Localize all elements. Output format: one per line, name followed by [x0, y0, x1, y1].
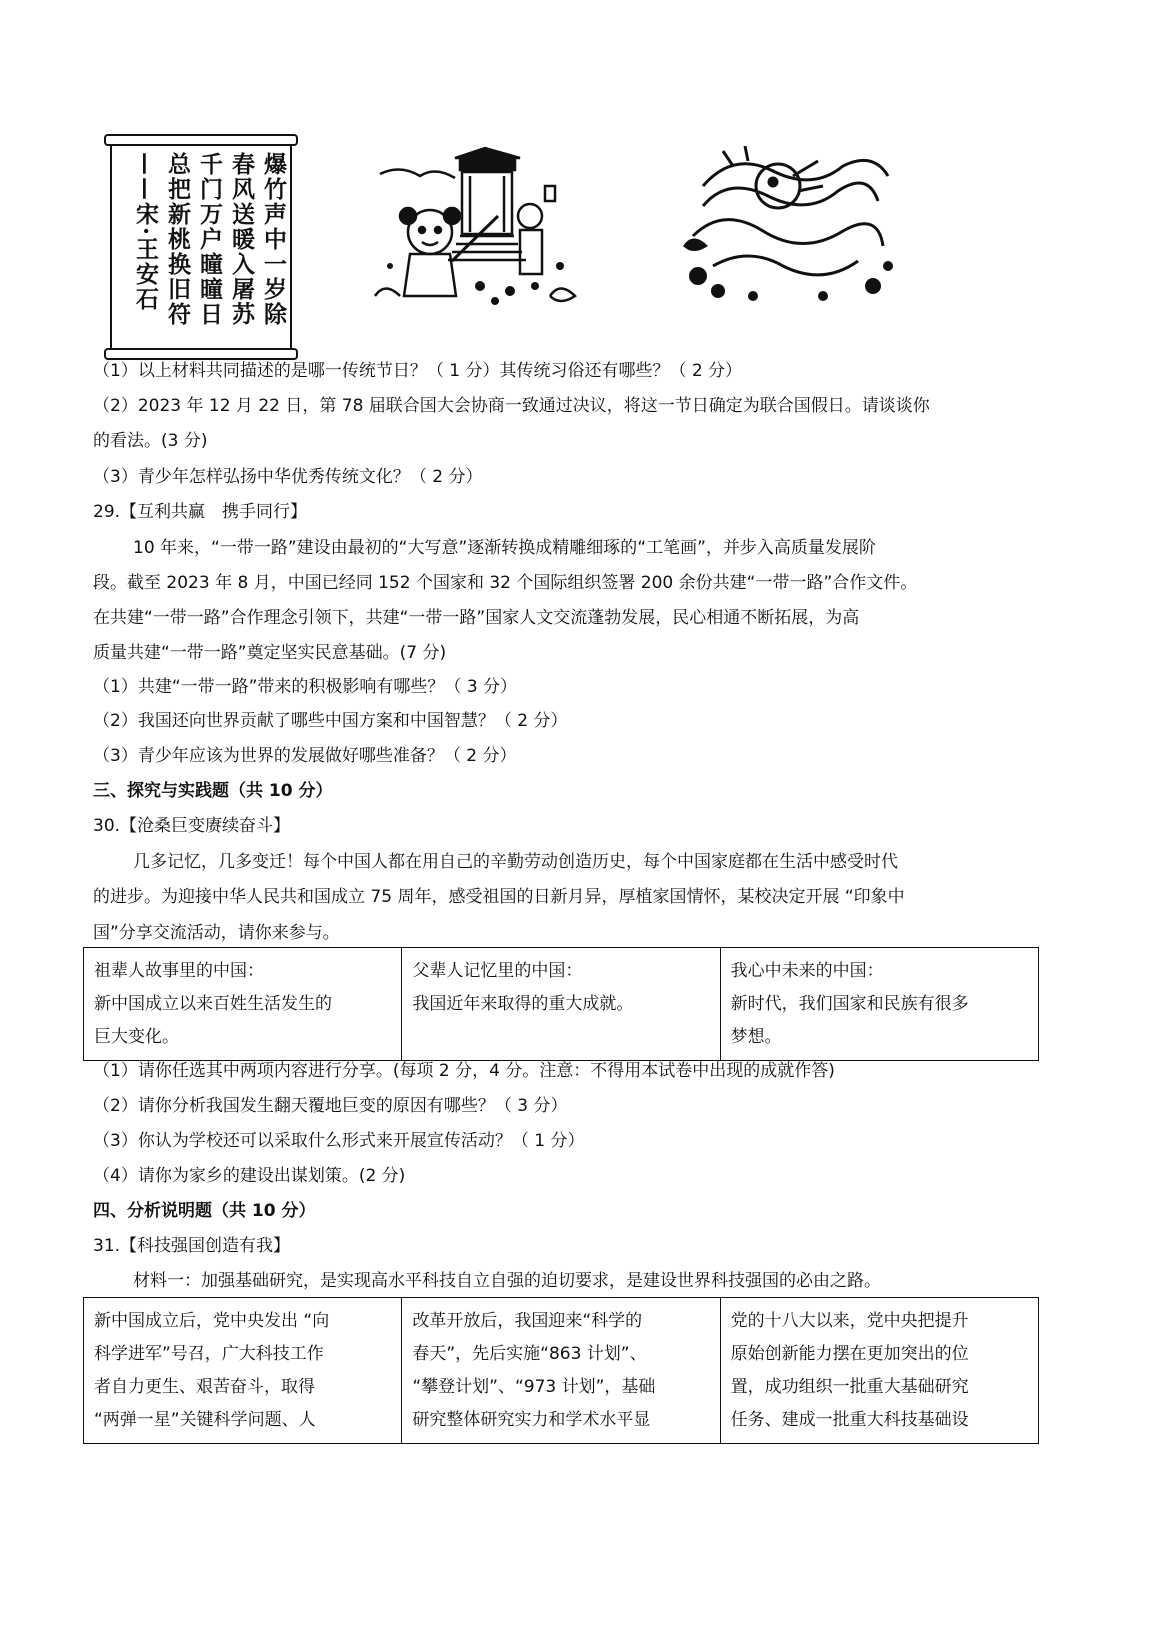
- q29-para-line3: 在共建“一带一路”合作理念引领下，共建“一带一路”国家人文交流蓬勃发展，民心相通不断拓展，为高: [93, 608, 860, 628]
- cell-line: 原始创新能力摆在更加突出的位: [730, 1344, 969, 1364]
- q30-table-row: [84, 948, 1039, 1061]
- q30-para-line2: 的进步。为迎接中华人民共和国成立 75 周年，感受祖国的日新月异，厚植家国情怀，某校决定开展 “印象中: [93, 887, 905, 907]
- cell-line: 科学进军”号召，广大科技工作: [94, 1344, 324, 1364]
- q30-para-line1: 几多记忆，几多变迁！每个中国人都在用自己的辛勤劳动创造历史，每个中国家庭都在生活中感受时代: [133, 852, 898, 872]
- cell-line: 巨大变化。: [94, 1027, 179, 1047]
- cell-line: 者自力更生、艰苦奋斗，取得: [94, 1377, 315, 1397]
- q30-sub2: （2）请你分析我国发生翻天覆地巨变的原因有哪些？（ 3 分）: [93, 1096, 568, 1116]
- q31-title: 31.【科技强国创造有我】: [93, 1236, 291, 1256]
- cell-line: 党的十八大以来，党中央把提升: [730, 1311, 969, 1331]
- cell-line: 祖辈人故事里的中国：: [94, 961, 264, 981]
- cell-line: “攀登计划”、“973 计划”，基础: [412, 1377, 656, 1397]
- cell-line: 新中国成立以来百姓生活发生的: [94, 994, 332, 1014]
- q29-para-line2: 段。截至 2023 年 8 月，中国已经同 152 个国家和 32 个国际组织签署 200 余份共建“一带一路”合作文件。: [93, 573, 918, 593]
- q30-table: [83, 947, 1039, 1061]
- q28-sub2-line2: 的看法。(3 分): [93, 431, 208, 451]
- cell-line: 新中国成立后，党中央发出 “向: [94, 1311, 330, 1331]
- q30-table-cell-2: [402, 948, 720, 1061]
- poem-author: ——宋·王安石: [132, 152, 159, 313]
- cell-line: 改革开放后，我国迎来“科学的: [412, 1311, 643, 1331]
- poem-line-1: 爆竹声中一岁除: [260, 152, 287, 327]
- cell-line: 任务、建成一批重大科技基础设: [730, 1410, 969, 1430]
- dragon-papercut-icon: [673, 146, 903, 306]
- q29-para-line4: 质量共建“一带一路”奠定坚实民意基础。(7 分): [93, 643, 447, 663]
- q30-sub1: （1）请你任选其中两项内容进行分享。(每项 2 分，4 分。注意：不得用本试卷中出现的成就作答): [93, 1061, 835, 1081]
- q28-sub1: （1）以上材料共同描述的是哪一传统节日？（ 1 分）其传统习俗还有哪些？（ 2 分）: [93, 361, 743, 381]
- q31-table: [83, 1297, 1039, 1444]
- scroll-top-roll: [104, 134, 298, 146]
- poem-line-3: 千门万户曈曈日: [196, 152, 223, 327]
- section3-heading: 三、探究与实践题（共 10 分）: [93, 781, 333, 801]
- q31-table-cell-2: [402, 1298, 720, 1444]
- cell-line: 父辈人记忆里的中国：: [412, 961, 583, 981]
- q31-table-cell-1: [84, 1298, 402, 1444]
- cell-line: 研究整体研究实力和学术水平显: [412, 1410, 651, 1430]
- children-firecracker-papercut-icon: [360, 146, 590, 316]
- cell-line: “两弹一星”关键科学问题、人: [94, 1410, 316, 1430]
- q30-sub4: （4）请你为家乡的建设出谋划策。(2 分): [93, 1166, 406, 1186]
- cell-line: 我国近年来取得的重大成就。: [412, 994, 634, 1014]
- scroll-bottom-roll: [104, 348, 298, 360]
- poem-line-4: 总把新桃换旧符: [164, 152, 191, 327]
- cell-line: 置，成功组织一批重大基础研究: [730, 1377, 969, 1397]
- q31-table-cell-3: [720, 1298, 1038, 1444]
- q29-title: 29.【互利共赢 携手同行】: [93, 502, 308, 522]
- q30-table-cell-1: [84, 948, 402, 1061]
- q31-material1: 材料一：加强基础研究，是实现高水平科技自立自强的迫切要求，是建设世界科技强国的必由之路。: [133, 1271, 881, 1291]
- q31-table-row: [84, 1298, 1039, 1444]
- q28-sub2-line1: （2）2023 年 12 月 22 日，第 78 届联合国大会协商一致通过决议，将这一节日确定为联合国假日。请谈谈你: [93, 396, 930, 416]
- q29-para-line1: 10 年来，“一带一路”建设由最初的“大写意”逐渐转换成精雕细琢的“工笔画”，并步入高质量发展阶: [133, 538, 876, 558]
- cell-line: 春天”，先后实施“863 计划”、: [412, 1344, 647, 1364]
- q30-sub3: （3）你认为学校还可以采取什么形式来开展宣传活动？（ 1 分）: [93, 1131, 585, 1151]
- q30-title: 30.【沧桑巨变赓续奋斗】: [93, 816, 291, 836]
- poem-line-2: 春风送暖入屠苏: [228, 152, 255, 327]
- poem-scroll: [110, 138, 292, 356]
- image-row: [95, 138, 1075, 358]
- cell-line: 我心中未来的中国：: [730, 961, 884, 981]
- q28-sub3: （3）青少年怎样弘扬中华优秀传统文化？（ 2 分）: [93, 467, 483, 487]
- cell-line: 梦想。: [730, 1027, 782, 1047]
- q29-sub2: （2）我国还向世界贡献了哪些中国方案和中国智慧？（ 2 分）: [93, 711, 568, 731]
- q29-sub1: （1）共建“一带一路”带来的积极影响有哪些？（ 3 分）: [93, 677, 518, 697]
- q29-sub3: （3）青少年应该为世界的发展做好哪些准备？（ 2 分）: [93, 746, 517, 766]
- section4-heading: 四、分析说明题（共 10 分）: [93, 1201, 316, 1221]
- q30-table-cell-3: [720, 948, 1038, 1061]
- cell-line: 新时代，我们国家和民族有很多: [730, 994, 969, 1014]
- q30-para-line3: 国”分享交流活动，请你来参与。: [93, 923, 340, 943]
